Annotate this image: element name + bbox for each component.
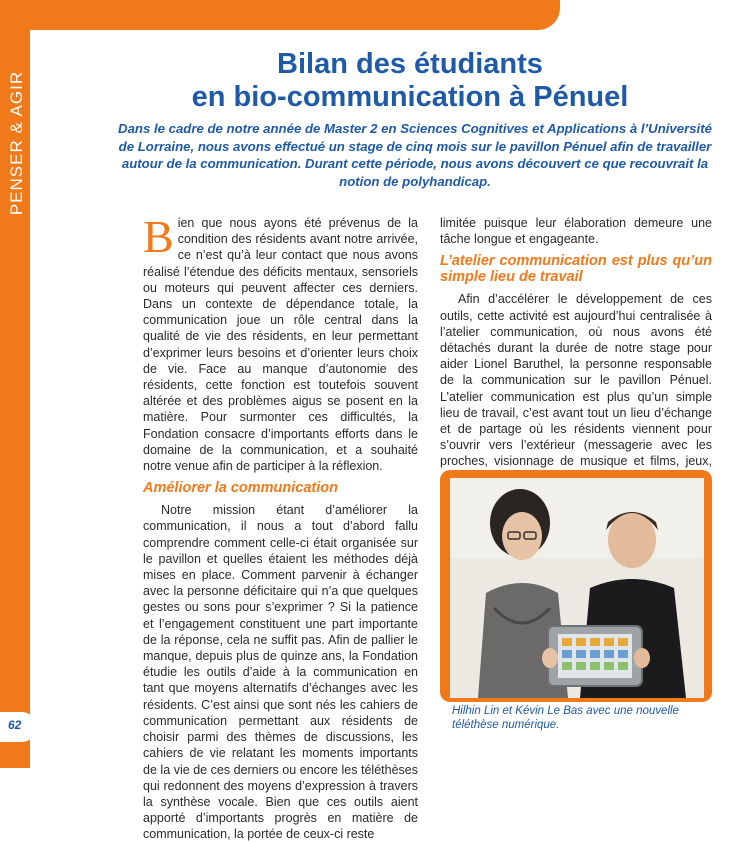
subheading-ameliorer: Améliorer la communication (143, 480, 338, 497)
paragraph-2: Notre mission étant d’améliorer la communication, il nous a tout d’abord fallu comprendre comment celle-ci était organisée sur le pavillon et quelles étaient les méthodes déjà mises en place. Comment parvenir à échanger avec la personne déficitaire qui n’a que quelques gestes ou sons pour s’exprimer ? Si la patience et l’engagement constituent une part importante de la réponse, cela ne suffit pas. Afin de pallier le manque, depuis plus de quinze ans, la Fondation étudie les outils d’aide à la communication en tant que moyens alternatifs d’échanges avec les résidents. C’est ainsi que sont nés les cahiers de communication permettant aux résidents de choisir parmi des thèmes de discussions, les cahiers de vie relatant les moments importants de la vie de ces derniers ou encore les téléthèses qui redonnent des moyens d’expression à travers la synthèse vocale. Bien que ces outils aient apporté d’importants progrès en matière de communication, la portée de ceux-ci reste (143, 503, 418, 842)
subheading-atelier: L’atelier communication est plus qu’un simple lieu de travail (440, 253, 712, 286)
article-title (150, 48, 670, 114)
column-left (143, 211, 418, 843)
photo-students (450, 478, 704, 698)
column-right (440, 215, 712, 502)
top-orange-bar (0, 0, 560, 30)
article-intro: Dans le cadre de notre année de Master 2 en Sciences Cognitives et Applications à l’Université de Lorraine, nous avons effectué un stage de cinq mois sur le pavillon Pénuel afin de travailler autour de la communication. Durant cette période, nous avons découvert ce que recouvrait la notion de polyhandicap. (118, 121, 712, 189)
page-number: 62 (8, 718, 22, 732)
drop-cap: B (143, 211, 174, 262)
paragraph-1 (143, 211, 418, 474)
title-line-2: en bio-communication à Pénuel (191, 81, 629, 113)
photo-illustration (450, 478, 704, 698)
title-line-1: Bilan des étudiants (277, 48, 543, 80)
paragraph-atelier: Afin d’accélérer le développement de ces outils, cette activité est aujourd’hui centralisée à l’atelier communication, où nous avons été détachés durant la durée de notre stage pour aider Lionel Baruthel, la personne responsable de la communication sur le pavillon Pénuel. L’atelier communication est plus qu’un simple lieu de travail, c’est avant tout un lieu d’échange et de partage où les résidents viennent pour s’ouvrir vers l’extérieur (messagerie avec les proches, visionnage de musique et films, jeux, (440, 292, 712, 469)
paragraph-1-text: ien que nous ayons été prévenus de la condition des résidents avant notre arrivée, ce n’est qu’à leur contact que nous avons réalisé l’étendue des déficits mentaux, sensoriels ou moteurs qui peuvent affecter ces derniers. Dans un contexte de dépendance totale, la communication joue un rôle central dans la qualité de vie des résidents, en leur permettant d’exprimer leurs besoins et d’orienter leurs choix de vie. Face au manque d’autonomie des résidents, cette fonction est toutefois souvent altérée et des problèmes aigus se posent en la matière. Pour surmonter ces difficultés, la Fondation consacre d’importants efforts dans le domaine de la communication, et a souhaité notre venue afin de participer à la réflexion. (143, 216, 418, 474)
paragraph-continued: limitée puisque leur élaboration demeure une tâche longue et engageante. (440, 216, 712, 247)
photo-caption: Hilhin Lin et Kévin Le Bas avec une nouvelle téléthèse numérique. (452, 705, 679, 731)
section-label: PENSER & AGIR (7, 70, 26, 216)
